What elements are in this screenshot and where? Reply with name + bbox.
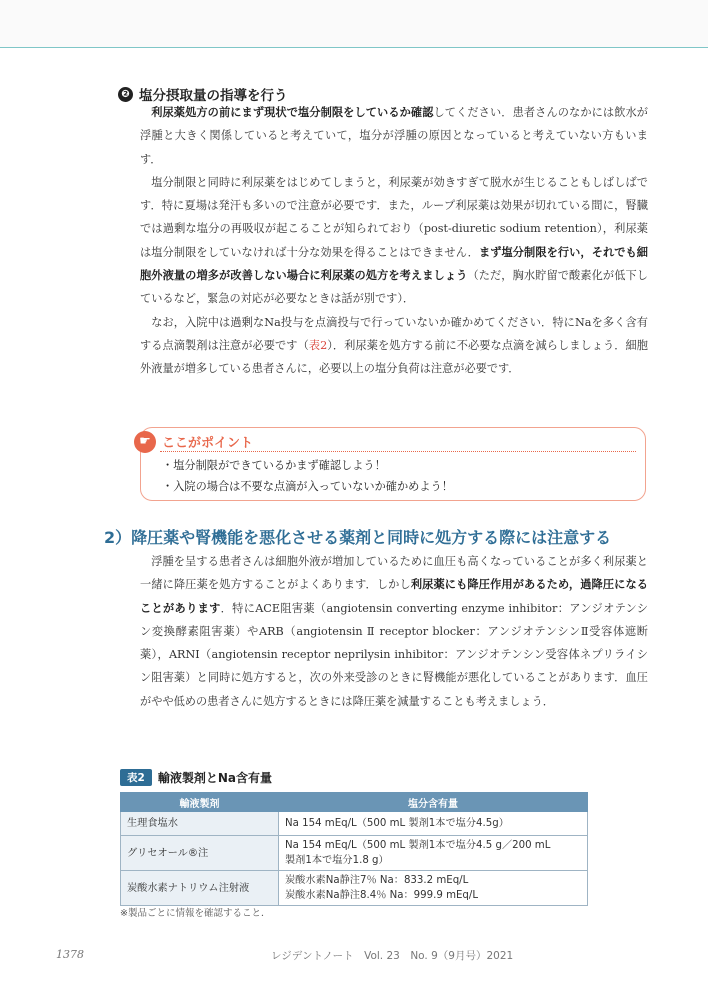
cell-line: 炭酸水素Na静注8.4％ Na：999.9 mEq/L (285, 890, 479, 901)
pointing-hand-icon: ☛ (134, 431, 156, 453)
table-cell: 生理食塩水 (121, 812, 279, 836)
text: 塩分制限と同時に利尿薬をはじめてしまうと，利尿薬が効きすぎて脱水が生じることもしばしばです．特に夏場は発汗も多いので注意が必要です．また，ループ利尿薬は効果が切れている間に，腎臓では過剰な塩分の再吸収が起こることが知られており（post-diuretic sodium retention），利尿薬は塩分制限をしていなければ十分な効果を得ることはできません． (140, 175, 648, 259)
table-cell: 炭酸水素ナトリウム注射液 (121, 871, 279, 906)
paragraph (140, 550, 648, 713)
table-row (121, 871, 588, 906)
point-title: ここがポイント (162, 436, 254, 451)
text: なお，入院中は過剰なNa投与を点滴投与で行っていないか確かめてください．特にNaを多く含有する点滴製剤は注意が必要です（ (140, 315, 648, 352)
emphasis: 利尿薬処方の前にまず現状で塩分制限をしているか確認 (151, 106, 434, 119)
section-number: ❷ (118, 87, 133, 102)
table-cell (279, 812, 588, 836)
text: 浮腫を呈する患者さんは細胞外液が増加しているために血圧も高くなっていることが多く利尿薬と一緒に降圧薬を処方することがよくあります．しかし (140, 555, 648, 592)
table-title: 輸液製剤とNa含有量 (157, 771, 272, 785)
cell-line: Na 154 mEq/L（500 mL 製剤1本で塩分4.5g） (285, 818, 509, 829)
table-reference-link[interactable]: 表2 (308, 338, 328, 352)
emphasis: まず塩分制限を行い，それでも細胞外液量の増多が改善しない場合に利尿薬の処方を考えましょう (140, 245, 648, 283)
text: ）．利尿薬を処方する前に不必要な点滴を減らしましょう．細胞外液量が増多している患者さんに，必要以上の塩分負荷は注意が必要です． (140, 338, 648, 376)
column-header: 塩分含有量 (279, 793, 588, 812)
column-header: 輸液製剤 (121, 793, 279, 812)
section-body (140, 101, 648, 381)
text: ．特にACE阻害薬（angiotensin converting enzyme inhibitor：アンジオテンシン変換酵素阻害薬）やARB（angiotensin Ⅱ receptor blocker：アンジオテンシンⅡ受容体遮断薬），ARNI（angiotensin receptor neprilysin inhibitor：アンジオテンシン受容体ネプリライシン阻害薬）と同時に処方すると，次の外来受診のときに腎機能が悪化していることがあります．血圧がやや低めの患者さんに処方するときには降圧薬を減量することも考えましょう． (140, 601, 648, 708)
paragraph-2 (140, 171, 648, 311)
table-cell (279, 871, 588, 906)
header-band (0, 0, 708, 48)
text: （ただ，胸水貯留で酸素化が低下しているなど，緊急の対応が必要なときは話が別です）． (140, 269, 648, 306)
section2-heading: 2）降圧薬や腎機能を悪化させる薬剤と同時に処方する際には注意する (104, 528, 612, 547)
emphasis: 利尿薬にも降圧作用があるため，過降圧になることがあります (140, 578, 648, 615)
table-row (121, 836, 588, 871)
point-item: ・塩分制限ができているかまず確認しよう！ (162, 459, 386, 472)
table-footnote: ※製品ごとに情報を確認すること． (120, 908, 271, 919)
table-badge: 表2 (120, 769, 152, 786)
table-caption (120, 769, 272, 786)
table-row (121, 812, 588, 836)
cell-line: Na 154 mEq/L（500 mL 製剤1本で塩分4.5 g／200 mL (285, 840, 551, 851)
section2-body (140, 550, 648, 713)
paragraph-3 (140, 311, 648, 381)
infusion-table (120, 792, 588, 906)
cell-line: 製剤1本で塩分1.8 g） (285, 855, 389, 866)
journal-footer: レジデントノート Vol. 23 No. 9（9月号）2021 (271, 950, 514, 962)
point-divider (160, 451, 636, 452)
table-cell (279, 836, 588, 871)
text: してください．患者さんのなかには飲水が浮腫と大きく関係していると考えていて，塩分が浮腫の原因となっていると考えていない方もいます． (140, 106, 648, 166)
page-number: 1378 (56, 948, 84, 961)
paragraph-1 (140, 101, 648, 171)
table-cell: グリセオール®注 (121, 836, 279, 871)
point-item: ・入院の場合は不要な点滴が入っていないか確かめよう！ (162, 480, 453, 493)
cell-line: 炭酸水素Na静注7％ Na：833.2 mEq/L (285, 875, 469, 886)
section-heading-text: 塩分摂取量の指導を行う (139, 88, 288, 104)
table-header-row (121, 793, 588, 812)
